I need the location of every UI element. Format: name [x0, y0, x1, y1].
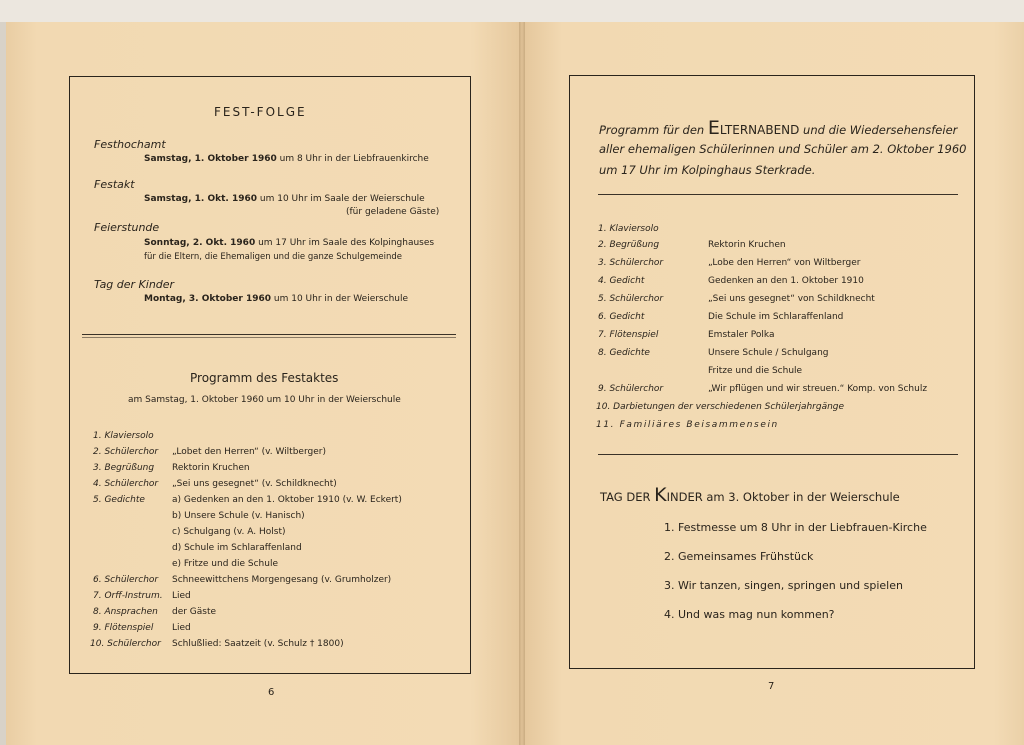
program-row-label: 4. Gedicht [598, 276, 645, 286]
program-row-text: „Wir pflügen und wir streuen.“ Komp. von Schulz [708, 384, 928, 394]
program-row-label: 1. Klaviersolo [598, 224, 659, 234]
festakt-row-text: d) Schule im Schlaraffenland [172, 543, 302, 553]
festakt-row-text: Schlußlied: Saatzeit (v. Schulz † 1800) [172, 639, 344, 649]
kinder-item: 1. Festmesse um 8 Uhr in der Liebfrauen-Kirche [664, 521, 927, 534]
elternabend-divider [598, 194, 958, 195]
festakt-row-text: b) Unsere Schule (v. Hanisch) [172, 511, 305, 521]
fest-item-3-line: Sonntag, 2. Okt. 1960 um 17 Uhr im Saale des Kolpinghauses [144, 238, 435, 248]
kinder-title: TAG DER KINDER am 3. Oktober in der Weierschule [600, 484, 900, 506]
program-row-text: „Sei uns gesegnet“ von Schildknecht [708, 294, 875, 304]
festakt-row-label: 8. Ansprachen [93, 607, 158, 617]
festakt-row-text: der Gäste [172, 607, 217, 617]
kinder-item: 4. Und was mag nun kommen? [664, 608, 835, 621]
festakt-row-label: 7. Orff-Instrum. [93, 591, 163, 601]
fest-folge-title: FEST-FOLGE [214, 105, 307, 119]
festakt-row-label: 2. Schülerchor [93, 447, 159, 457]
kinder-item: 2. Gemeinsames Frühstück [664, 550, 814, 563]
program-row-label: 8. Gedichte [598, 348, 650, 358]
festakt-row-text: Schneewittchens Morgengesang (v. Grumholzer) [172, 575, 392, 585]
elternabend-line-1: Programm für den ELTERNABEND und die Wiedersehensfeier [599, 117, 958, 139]
fest-item-1-line: Samstag, 1. Oktober 1960 um 8 Uhr in der Liebfrauenkirche [144, 154, 429, 164]
page-number-right: 7 [768, 681, 775, 692]
program-row-text: Unsere Schule / Schulgang [708, 348, 829, 358]
program-row-label: 5. Schülerchor [598, 294, 664, 304]
festakt-title: Programm des Festaktes [190, 371, 339, 385]
festakt-row-label: 10. Schülerchor [90, 639, 161, 649]
festakt-subtitle: am Samstag, 1. Oktober 1960 um 10 Uhr in der Weierschule [128, 395, 401, 405]
festakt-row-label: 9. Flötenspiel [93, 623, 154, 633]
section-divider [82, 334, 456, 335]
festakt-row-label: 3. Begrüßung [93, 463, 155, 473]
fest-item-3-name: Feierstunde [94, 221, 160, 234]
festakt-row-text: Lied [172, 591, 191, 601]
program-row-text: Emstaler Polka [708, 330, 775, 340]
fest-item-2-extra: (für geladene Gäste) [346, 207, 440, 217]
program-row-label: 9. Schülerchor [598, 384, 664, 394]
fest-item-4-name: Tag der Kinder [94, 278, 175, 291]
program-row-label: 6. Gedicht [598, 312, 645, 322]
program-row-label: 2. Begrüßung [598, 240, 660, 250]
festakt-row-label: 6. Schülerchor [93, 575, 159, 585]
fest-item-3-extra: für die Eltern, die Ehemaligen und die ganze Schulgemeinde [144, 252, 402, 262]
festakt-row-label: 4. Schülerchor [93, 479, 159, 489]
program-line-11: 11. Familiäres Beisammensein [596, 420, 779, 430]
festakt-row-text: „Sei uns gesegnet“ (v. Schildknecht) [172, 479, 337, 489]
festakt-row-text: „Lobet den Herren“ (v. Wiltberger) [172, 447, 326, 457]
program-row-text: „Lobe den Herren“ von Wiltberger [708, 258, 861, 268]
fest-item-2-line: Samstag, 1. Okt. 1960 um 10 Uhr im Saale der Weierschule [144, 194, 425, 204]
program-row-text: Rektorin Kruchen [708, 240, 786, 250]
page-gutter [519, 22, 525, 745]
program-row-label: 7. Flötenspiel [598, 330, 659, 340]
elternabend-line-3: um 17 Uhr im Kolpinghaus Sterkrade. [599, 163, 816, 177]
section-divider-shadow [82, 337, 456, 338]
festakt-row-text: Lied [172, 623, 191, 633]
fest-item-4-line: Montag, 3. Oktober 1960 um 10 Uhr in der Weierschule [144, 294, 409, 304]
fest-item-1-name: Festhochamt [94, 138, 166, 151]
program-row-text: Gedenken an den 1. Oktober 1910 [708, 276, 864, 286]
program-row-text: Fritze und die Schule [708, 366, 803, 376]
festakt-row-text: c) Schulgang (v. A. Holst) [172, 527, 286, 537]
festakt-row-text: Rektorin Kruchen [172, 463, 250, 473]
festakt-row-text: a) Gedenken an den 1. Oktober 1910 (v. W. Eckert) [172, 495, 402, 505]
festakt-row-label: 5. Gedichte [93, 495, 145, 505]
fest-item-2-name: Festakt [94, 178, 135, 191]
program-line-10: 10. Darbietungen der verschiedenen Schülerjahrgänge [596, 402, 845, 412]
kinder-item: 3. Wir tanzen, singen, springen und spielen [664, 579, 903, 592]
scanner-background [0, 0, 1024, 22]
program-row-text: Die Schule im Schlaraffenland [708, 312, 844, 322]
program-row-label: 3. Schülerchor [598, 258, 664, 268]
festakt-row-text: e) Fritze und die Schule [172, 559, 278, 569]
festakt-row-label: 1. Klaviersolo [93, 431, 154, 441]
kinder-divider [598, 454, 958, 455]
elternabend-line-2: aller ehemaligen Schülerinnen und Schüler am 2. Oktober 1960 [599, 142, 967, 156]
page-number-left: 6 [268, 687, 275, 698]
